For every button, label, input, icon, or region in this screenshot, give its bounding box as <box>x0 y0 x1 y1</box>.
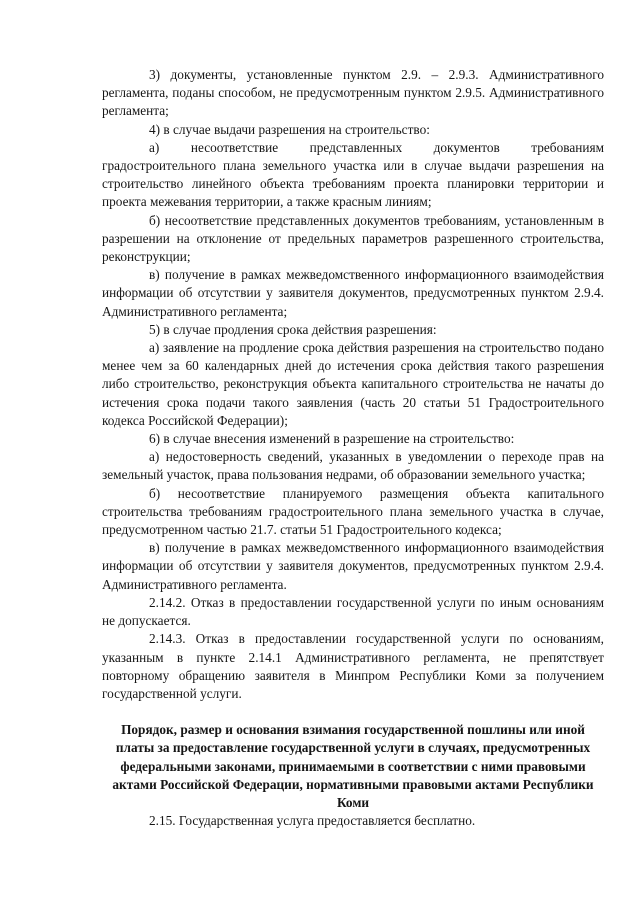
paragraph-6v: в) получение в рамках межведомственного информационного взаимодействия информации об отсутствии у заявителя документов, предусмотренных пунктом 2.9.4. Административного регламента. <box>102 540 604 592</box>
section-spacer <box>102 703 604 721</box>
paragraph-4a: а) несоответствие представленных документов требованиям градостроительного плана земельного участка или в случае выдачи разрешения на строительство линейного объекта требованиям проекта планировки территории и проекта межевания территории, а также красным линиям; <box>102 139 604 210</box>
paragraph-2-14-2: 2.14.2. Отказ в предоставлении государственной услуги по иным основаниям не допускается. <box>102 594 604 629</box>
paragraph-6a: а) недостоверность сведений, указанных в уведомлении о переходе прав на земельный участок, права пользования недрами, об образовании земельного участка; <box>102 449 604 483</box>
paragraph-5a: а) заявление на продление срока действия разрешения на строительство подано менее чем за 60 календарных дней до истечения срока действия такого разрешения либо строительство, реконструкция объекта капитального строительства не начаты до истечения срока подачи такого заявления (часть 20 статьи 51 Градостроительного кодекса Российской Федерации); <box>102 340 604 428</box>
paragraph-4-heading: 4) в случае выдачи разрешения на строительство: <box>149 121 430 137</box>
paragraph-3-documents: 3) документы, установленные пунктом 2.9. – 2.9.3. Административного регламента, поданы способом, не предусмотренным пунктом 2.9.5. Административного регламента; <box>102 67 604 119</box>
section-heading: Порядок, размер и основания взимания государственной пошлины или иной платы за предоставление государственной услуги в случаях, предусмотренных федеральными законами, принимаемыми в соответствии с ними правовыми актами Российской Федерации, нормативными правовыми актами Республики Коми <box>112 722 594 810</box>
paragraph-5-heading: 5) в случае продления срока действия разрешения: <box>149 321 437 337</box>
paragraph-4b: б) несоответствие представленных документов требованиям, установленным в разрешении на отклонение от предельных параметров разрешенного строительства, реконструкции; <box>102 212 604 265</box>
paragraph-4v: в) получение в рамках межведомственного информационного взаимодействия информации об отсутствии у заявителя документов, предусмотренных пунктом 2.9.4. Административного регламента; <box>102 267 604 319</box>
paragraph-6-heading: 6) в случае внесения изменений в разрешение на строительство: <box>149 431 515 447</box>
document-page <box>102 66 604 830</box>
paragraph-2-15: 2.15. Государственная услуга предоставляется бесплатно. <box>149 813 476 829</box>
paragraph-2-14-3: 2.14.3. Отказ в предоставлении государственной услуги по основаниям, указанным в пункте 2.14.1 Административного регламента, не препятствует повторному обращению заявителя в Минпром Республики Коми за получением государственной услуги. <box>102 631 604 701</box>
paragraph-6b: б) несоответствие планируемого размещения объекта капитального строительства требованиям градостроительного плана земельного участка в случае, предусмотренном частью 21.7. статьи 51 Градостроительного кодекса; <box>102 485 604 538</box>
